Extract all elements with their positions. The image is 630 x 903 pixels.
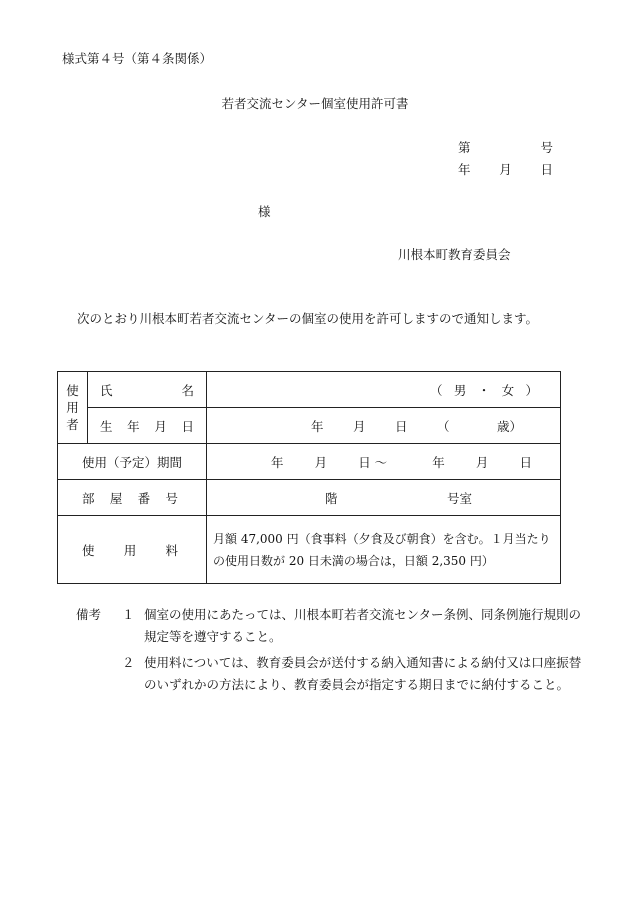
remarks-section <box>76 604 586 696</box>
doc-number-suffix: 号 <box>540 140 553 155</box>
permit-table <box>57 371 561 584</box>
body-text <box>62 308 577 330</box>
birthdate-label: 生 年 月 日 <box>88 408 207 444</box>
period-value-cell[interactable]: 年 月 日 〜 年 月 日 <box>207 444 561 480</box>
document-title: 若者交流センター個室使用許可書 <box>221 96 409 111</box>
remarks-heading: 備考 <box>76 607 102 622</box>
row-period <box>58 444 561 480</box>
issue-date-row <box>458 160 553 182</box>
row-birthdate <box>58 408 561 444</box>
room-label: 部 屋 番 号 <box>58 480 207 516</box>
gender-female[interactable]: 女 <box>501 382 515 398</box>
row-name <box>58 372 561 408</box>
remark-number: １ <box>122 607 135 622</box>
doc-number-prefix: 第 <box>458 140 471 155</box>
fee-description: 月額 47,000 円（食事料（夕食及び朝食）を含む。１月当たりの使用日数が 20 日未満の場合は，日額 2,350 円） <box>207 516 561 584</box>
period-label: 使用（予定）期間 <box>58 444 207 480</box>
remark-item <box>76 604 586 648</box>
row-room <box>58 480 561 516</box>
issuer-name: 川根本町教育委員会 <box>398 247 511 262</box>
fee-label: 使 用 料 <box>58 516 207 584</box>
document-number-block <box>458 138 553 182</box>
form-id: 様式第４号（第４条関係） <box>62 51 213 66</box>
issue-date-month: 月 <box>499 162 512 177</box>
remark-text: 個室の使用にあたっては、川根本町若者交流センター条例、同条例施行規則の規定等を遵守すること。 <box>144 607 582 644</box>
issue-date-day: 日 <box>540 162 553 177</box>
addressee-suffix: 様 <box>258 204 271 219</box>
issue-date-year: 年 <box>458 162 471 177</box>
remark-text: 使用料については、教育委員会が送付する納入通知書による納付又は口座振替のいずれかの方法により、教育委員会が指定する期日までに納付すること。 <box>144 655 582 692</box>
body-paragraph: 次のとおり川根本町若者交流センターの個室の使用を許可しますので通知します。 <box>77 311 539 326</box>
user-group-label: 使 用 者 <box>58 372 88 444</box>
birthdate-value-cell[interactable]: 年 月 日 （ 歳） <box>207 408 561 444</box>
room-value-cell[interactable]: 階 号室 <box>207 480 561 516</box>
name-label: 氏 名 <box>88 372 207 408</box>
name-value-cell[interactable] <box>207 372 561 408</box>
remark-number: ２ <box>122 655 135 670</box>
remark-item <box>76 652 586 696</box>
row-fee <box>58 516 561 584</box>
gender-select: （ 男 ・ 女 ） <box>430 382 538 398</box>
doc-number-row <box>458 138 553 160</box>
gender-male[interactable]: 男 <box>453 382 467 398</box>
